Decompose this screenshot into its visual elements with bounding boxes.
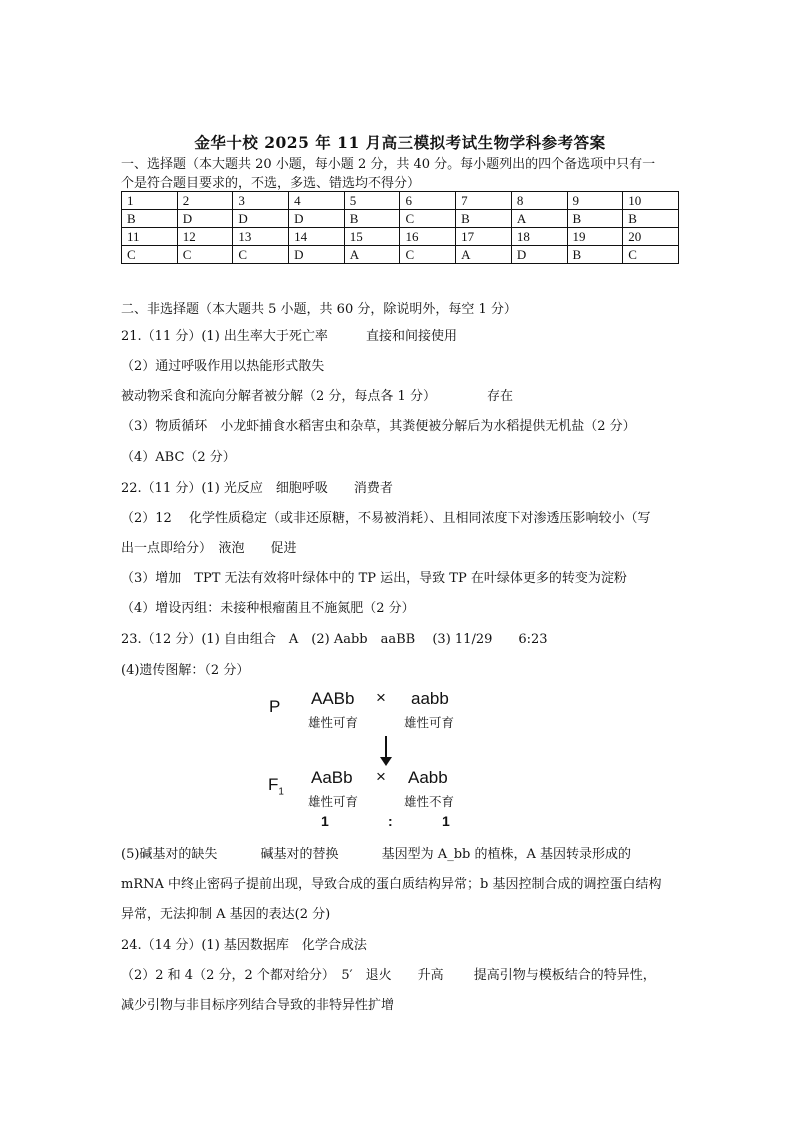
- table-cell: 5: [344, 192, 400, 210]
- cross-symbol: ×: [376, 767, 386, 786]
- q21-line1b: 直接和间接使用: [366, 329, 458, 344]
- p-left-phenotype: 雄性可育: [308, 715, 359, 730]
- table-cell: 14: [289, 228, 345, 246]
- f1-generation-label: $F_1$: [268, 775, 284, 798]
- table-cell: 20: [623, 228, 679, 246]
- table-cell: 10: [623, 192, 679, 210]
- table-cell: D: [177, 210, 233, 228]
- table-cell: C: [400, 246, 456, 264]
- table-cell: 4: [289, 192, 345, 210]
- q22-line4: （3）增加 TPT 无法有效将叶绿体中的 TP 运出，导致 TP 在叶绿体更多的转变为淀粉: [121, 571, 627, 586]
- p-generation-label: P: [269, 697, 281, 716]
- table-cell: D: [233, 210, 289, 228]
- q23-line3: (5)碱基对的缺失 碱基对的替换 基因型为 A_bb 的植株，A 基因转录形成的: [121, 847, 631, 862]
- cross-symbol: ×: [376, 688, 386, 707]
- table-cell: B: [567, 210, 623, 228]
- q23-line4: mRNA 中终止密码子提前出现，导致合成的蛋白质结构异常；b 基因控制合成的调控蛋白结构: [121, 877, 662, 892]
- page-title: 金华十校 2025 年 11 月高三模拟考试生物学科参考答案: [194, 133, 606, 152]
- q24-line2: （2）2 和 4（2 分，2 个都对给分） 5′ 退火 升高 提高引物与模板结合的特异性，: [121, 968, 656, 983]
- table-cell: A: [344, 246, 400, 264]
- table-cell: 19: [567, 228, 623, 246]
- table-cell: B: [567, 246, 623, 264]
- q22-line2: （2）12 化学性质稳定（或非还原糖，不易被消耗）、且相同浓度下对渗透压影响较小（写: [121, 511, 651, 526]
- table-row: [122, 192, 679, 210]
- q22-line5: （4）增设丙组：未接种根瘤菌且不施氮肥（2 分）: [121, 601, 415, 616]
- section2-header: 二、非选择题（本大题共 5 小题，共 60 分，除说明外，每空 1 分）: [121, 302, 517, 317]
- table-cell: 11: [122, 228, 178, 246]
- table-cell: D: [511, 246, 567, 264]
- table-cell: 8: [511, 192, 567, 210]
- table-cell: D: [289, 210, 345, 228]
- answer-table: [121, 191, 679, 264]
- arrow-head-icon: [380, 757, 392, 766]
- table-cell: 12: [177, 228, 233, 246]
- q21-line5: （4）ABC（2 分）: [121, 450, 236, 465]
- q21-line3b: 存在: [487, 389, 514, 404]
- p-left-genotype: AABb: [311, 689, 355, 708]
- table-cell: 18: [511, 228, 567, 246]
- q21-line4: （3）物质循环 小龙虾捕食水稻害虫和杂草，其粪便被分解后为水稻提供无机盐（2 分）: [121, 419, 636, 434]
- table-cell: B: [344, 210, 400, 228]
- table-cell: D: [289, 246, 345, 264]
- table-cell: B: [456, 210, 512, 228]
- ratio-left: 1: [321, 813, 329, 829]
- q21-line2: （2）通过呼吸作用以热能形式散失: [121, 359, 325, 374]
- table-cell: C: [122, 246, 178, 264]
- q21-line3a: 被动物采食和流向分解者被分解（2 分，每点各 1 分）: [121, 389, 436, 404]
- table-cell: 2: [177, 192, 233, 210]
- f1-right-phenotype: 雄性不育: [404, 794, 455, 809]
- table-cell: 9: [567, 192, 623, 210]
- table-cell: 13: [233, 228, 289, 246]
- table-row: [122, 246, 679, 264]
- table-cell: 1: [122, 192, 178, 210]
- table-cell: 7: [456, 192, 512, 210]
- q22-line1: 22.（11 分）(1) 光反应 细胞呼吸 消费者: [121, 481, 393, 496]
- table-cell: C: [177, 246, 233, 264]
- table-cell: C: [623, 246, 679, 264]
- q23-line1: 23.（12 分）(1) 自由组合 A (2) Aabb aaBB (3) 11/29 6:23: [121, 632, 548, 647]
- table-cell: C: [233, 246, 289, 264]
- p-right-phenotype: 雄性可育: [404, 715, 455, 730]
- table-row: [122, 228, 679, 246]
- table-cell: A: [456, 246, 512, 264]
- section1-instructions-line2: 个是符合题目要求的，不选，多选、错选均不得分）: [121, 176, 421, 191]
- f1-right-genotype: Aabb: [408, 768, 448, 787]
- f1-left-phenotype: 雄性可育: [308, 794, 359, 809]
- q23-line5: 异常，无法抑制 A 基因的表达(2 分): [121, 907, 331, 922]
- table-row: [122, 210, 679, 228]
- section1-instructions-line1: 一、选择题（本大题共 20 小题，每小题 2 分，共 40 分。每小题列出的四个备选项中只有一: [121, 157, 656, 172]
- table-cell: B: [122, 210, 178, 228]
- p-right-genotype: aabb: [411, 689, 449, 708]
- ratio-right: 1: [442, 813, 450, 829]
- q23-line2: (4)遗传图解：（2 分）: [121, 663, 250, 678]
- table-cell: 3: [233, 192, 289, 210]
- f1-left-genotype: AaBb: [311, 768, 353, 787]
- q24-line1: 24.（14 分）(1) 基因数据库 化学合成法: [121, 938, 367, 953]
- table-cell: 6: [400, 192, 456, 210]
- table-cell: 15: [344, 228, 400, 246]
- q21-line1a: 21.（11 分）(1) 出生率大于死亡率: [121, 329, 328, 344]
- q24-line3: 减少引物与非目标序列结合导致的非特异性扩增: [121, 998, 395, 1013]
- table-cell: A: [511, 210, 567, 228]
- table-cell: C: [400, 210, 456, 228]
- table-cell: B: [623, 210, 679, 228]
- q22-line3: 出一点即给分） 液泡 促进: [121, 541, 297, 556]
- ratio-colon: :: [388, 813, 393, 829]
- table-cell: 17: [456, 228, 512, 246]
- table-cell: 16: [400, 228, 456, 246]
